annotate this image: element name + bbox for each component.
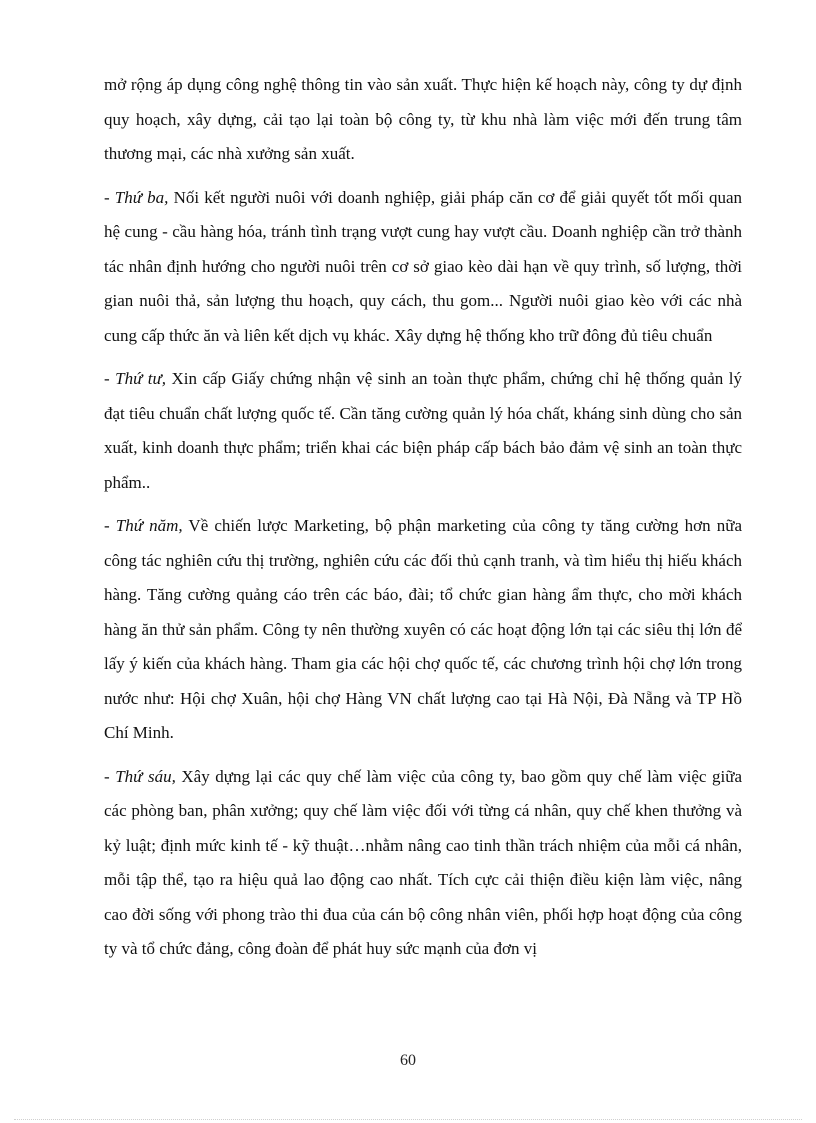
paragraph-text: Nối kết người nuôi với doanh nghiệp, giải pháp căn cơ để giải quyết tốt mối quan hệ cung - cầu hàng hóa, tránh tình trạng vượt cung hay vượt cầu. Doanh nghiệp cần trở thành tác nhân định hướng cho người nuôi trên cơ sở giao kèo dài hạn về quy trình, số lượng, thời gian nuôi thả, sản lượng thu hoạch, quy cách, thu gom... Người nuôi giao kèo với các nhà cung cấp thức ăn và liên kết dịch vụ khác. Xây dựng hệ thống kho trữ đông đủ tiêu chuẩn bbox=[104, 187, 743, 345]
paragraph-thu-ba bbox=[104, 181, 742, 354]
paragraph-thu-tu bbox=[104, 362, 742, 500]
paragraph-text: mở rộng áp dụng công nghệ thông tin vào sản xuất. Thực hiện kế hoạch này, công ty dự định quy hoạch, xây dựng, cải tạo lại toàn bộ công ty, từ khu nhà làm việc mới đến trung tâm thương mại, các nhà xưởng sản xuất. bbox=[104, 75, 742, 163]
page-number: 60 bbox=[400, 1052, 416, 1069]
paragraph-thu-sau bbox=[104, 760, 742, 967]
paragraph-lead: - Thứ ba, bbox=[104, 187, 169, 207]
paragraph-lead: - Thứ năm, bbox=[104, 516, 183, 535]
paragraph-lead: - Thứ tư, bbox=[104, 369, 167, 388]
paragraph-continuation bbox=[104, 68, 742, 172]
paragraph-text: Xin cấp Giấy chứng nhận vệ sinh an toàn thực phẩm, chứng chỉ hệ thống quản lý đạt tiêu chuẩn chất lượng quốc tế. Cần tăng cường quản lý hóa chất, kháng sinh dùng cho sản xuất, kinh doanh thực phẩm; triển khai các biện pháp cấp bách bảo đảm vệ sinh an toàn thực phẩm.. bbox=[104, 369, 742, 492]
paragraph-lead: - Thứ sáu, bbox=[104, 766, 176, 786]
page-body bbox=[104, 68, 742, 967]
paragraph-thu-nam bbox=[104, 509, 742, 751]
paragraph-text: Xây dựng lại các quy chế làm việc của công ty, bao gồm quy chế làm việc giữa các phòng ban, phân xưởng; quy chế làm việc đối với từng cá nhân, quy chế khen thưởng và kỷ luật; định mức kinh tế - kỹ thuật…nhằm nâng cao tinh thần trách nhiệm của mỗi cá nhân, mỗi tập thể, tạo ra hiệu quả lao động cao nhất. Tích cực cải thiện điều kiện làm việc, nâng cao đời sống với phong trào thi đua của cán bộ công nhân viên, phối hợp hoạt động của công ty và tổ chức đảng, công đoàn để phát huy sức mạnh của đơn vị bbox=[104, 766, 742, 958]
paragraph-text: Về chiến lược Marketing, bộ phận marketing của công ty tăng cường hơn nữa công tác nghiên cứu thị trường, nghiên cứu các đối thủ cạnh tranh, và tìm hiểu thị hiếu khách hàng. Tăng cường quảng cáo trên các báo, đài; tổ chức gian hàng ẩm thực, cho mời khách hàng ăn thử sản phẩm. Công ty nên thường xuyên có các hoạt động lớn tại các siêu thị lớn để lấy ý kiến của khách hàng. Tham gia các hội chợ quốc tế, các chương trình hội chợ lớn trong nước như: Hội chợ Xuân, hội chợ Hàng VN chất lượng cao tại Hà Nội, Đà Nẵng và TP Hồ Chí Minh. bbox=[104, 516, 742, 742]
page-bottom-divider bbox=[14, 1119, 802, 1120]
